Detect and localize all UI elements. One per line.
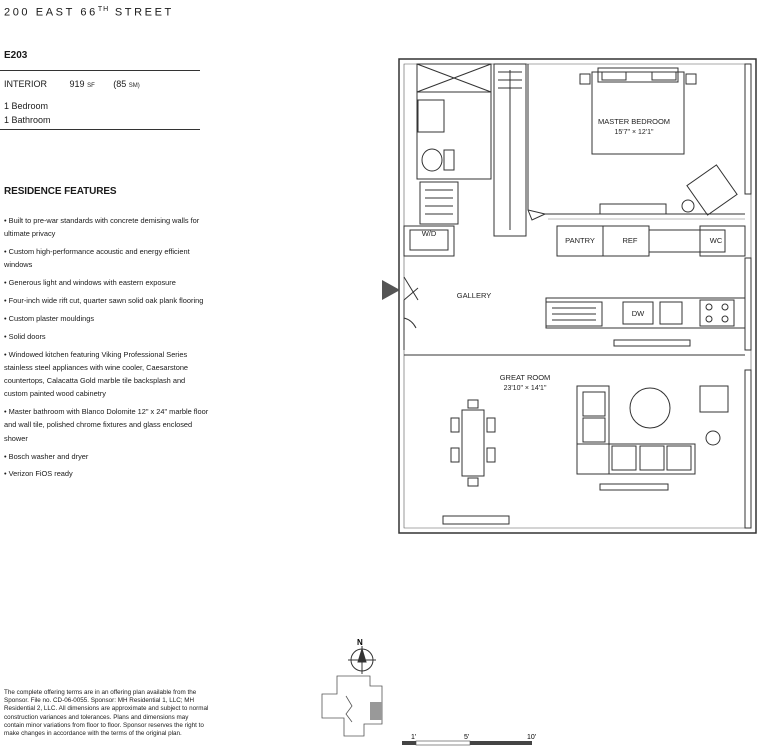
compass-icon (348, 646, 376, 674)
window (745, 258, 751, 350)
feature-item: • Verizon FiOS ready (4, 469, 73, 479)
feature-item: • Four-inch wide rift cut, quarter sawn solid oak plank flooring (4, 296, 204, 306)
bed (592, 72, 684, 154)
coffee-table (630, 388, 670, 428)
building-name: 200 EAST 66TH STREET (4, 6, 174, 19)
window (745, 64, 751, 194)
entry-arrow (382, 280, 400, 300)
bedroom-count: 1 Bedroom (4, 101, 49, 111)
pantry-label: PANTRY (565, 236, 595, 245)
feature-item: • Built to pre-war standards with concrete demising walls for ultimate privacy (4, 216, 200, 239)
interior-sf: 919 (69, 79, 85, 89)
dresser (600, 204, 666, 214)
range (700, 300, 734, 326)
great-room-dimensions: 23'10" × 14'1" (503, 385, 547, 392)
features-title: RESIDENCE FEATURES (4, 186, 117, 197)
media-console (600, 484, 668, 490)
interior-sm: (85 (113, 79, 127, 89)
window (745, 370, 751, 528)
armchair (687, 165, 737, 215)
compass-north: N (357, 638, 363, 647)
gallery-label: GALLERY (456, 291, 492, 300)
feature-item: • Solid doors (4, 331, 46, 341)
vanity (418, 100, 444, 132)
console (443, 516, 509, 524)
bathroom-count: 1 Bathroom (4, 115, 51, 125)
side-table (682, 200, 694, 212)
washer-dryer-label: W/D (421, 229, 437, 238)
scale-label: 5' (464, 734, 470, 741)
feature-item: • Windowed kitchen featuring Viking Professional Series stainless steel appliances with wine cooler, Caesarstone countertops, Calacatta Gold marble tile backsplash and custom painted wood cabinetry (4, 349, 189, 399)
toilet (422, 149, 442, 171)
dining-table (462, 410, 484, 476)
refrigerator-label: REF (622, 236, 638, 245)
master-bedroom-label: MASTER BEDROOM (597, 117, 671, 126)
unit-number: E203 (4, 50, 28, 61)
feature-item: • Bosch washer and dryer (4, 451, 89, 461)
sink (660, 302, 682, 324)
great-room-label: GREAT ROOM (499, 373, 551, 382)
feature-item: • Custom plaster mouldings (4, 313, 95, 323)
dishwasher-label: DW (631, 309, 645, 318)
side-table (706, 431, 720, 445)
sf-unit: SF (87, 83, 95, 89)
linen-closet (420, 182, 458, 224)
legal-disclaimer: The complete offering terms are in an offering plan available from the Sponsor. File no. CD-06-0055. Sponsor: MH Residential 1, LLC; MH Residential 2, LLC. All dimensions are approximate and subject to normal construction variances and tolerances. Plans and dimensions may contain minor variations from floor to floor. Sponsor reserves the right to make changes in accordance with the terms of the original plan. (4, 689, 209, 738)
scale-label: 10' (527, 734, 537, 741)
scale-label: 1' (411, 734, 417, 741)
key-plan (322, 676, 382, 736)
master-bedroom-dimensions: 15'7" × 12'1" (614, 129, 654, 136)
interior-label: INTERIOR (4, 79, 48, 89)
sm-unit: SM) (128, 83, 140, 89)
feature-item: • Custom high-performance acoustic and energy efficient windows (4, 247, 190, 270)
water-closet-label: WC (709, 236, 723, 245)
scale-bar (402, 741, 532, 745)
sofa (577, 386, 609, 474)
feature-item: • Generous light and windows with eastern exposure (4, 278, 176, 288)
armchair (700, 386, 728, 412)
feature-item: • Master bathroom with Blanco Dolomite 12" x 24" marble floor and wall tile, polished chrome fixtures and glass enclosed shower (4, 407, 209, 443)
